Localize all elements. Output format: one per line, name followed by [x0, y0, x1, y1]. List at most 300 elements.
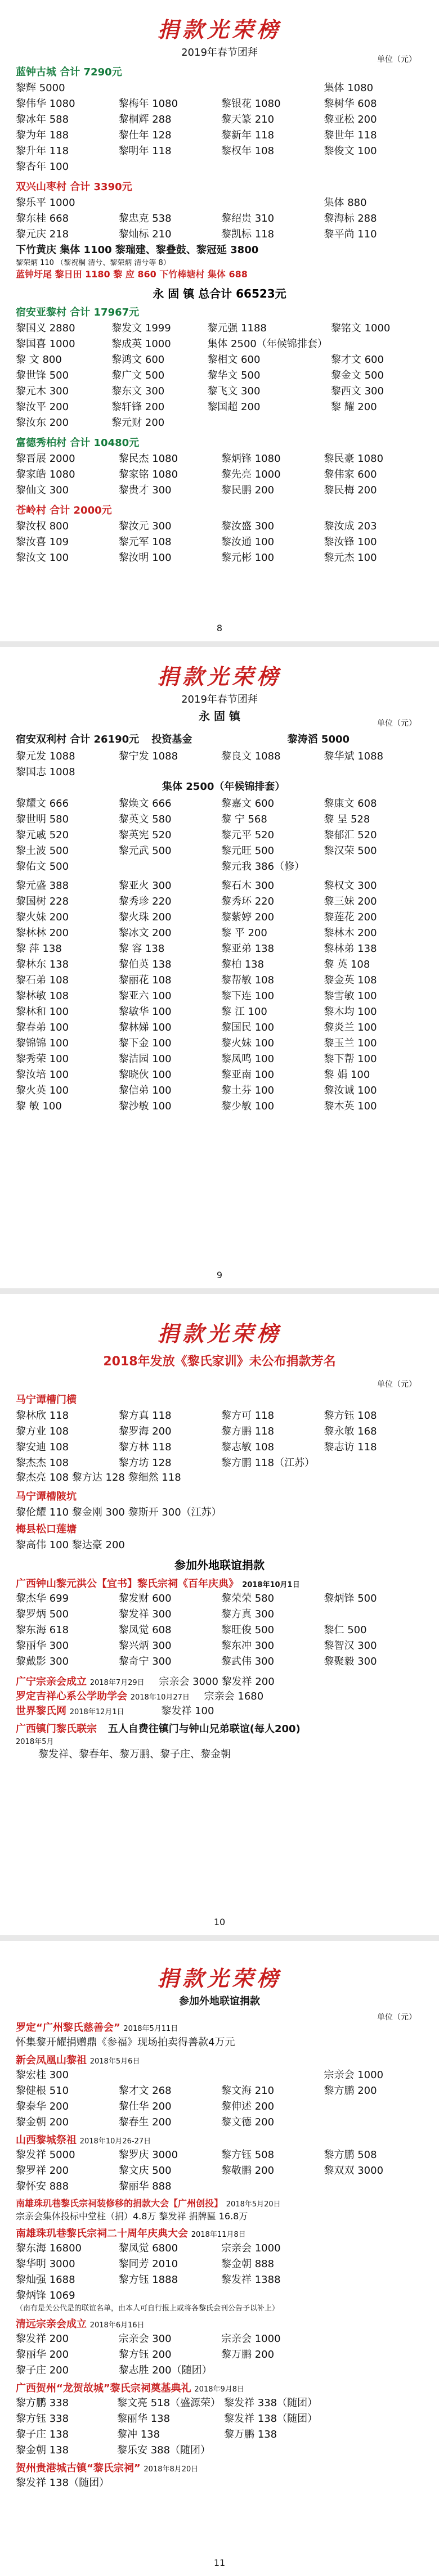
donor-entry: 黎家铭 1080 [118, 469, 178, 480]
donor-grid [16, 748, 423, 779]
donor-entry: 黎 英 108 [324, 959, 370, 970]
donor-entry [324, 159, 424, 173]
donor-entry: 黎元杰 100 [324, 552, 377, 564]
section-title: 罗定吉祥心系公学助学会 [16, 1691, 127, 1702]
head-row [16, 731, 423, 746]
donor-entry: 黎安迪 108 [16, 1441, 69, 1453]
donor-entry: 黎方钰 338 [16, 2413, 69, 2425]
row-text: 黎发祥、黎春年、黎万鹏、黎子庄、黎金朝 [38, 1748, 231, 1760]
donor-entry [324, 2272, 424, 2286]
donor-entry: 黎发文 1999 [111, 322, 171, 334]
donor-entry: 宗亲会 1000 [221, 2333, 281, 2345]
donor-entry: 黎亚火 300 [118, 880, 172, 892]
donor-entry: 黎 耀 200 [330, 401, 377, 413]
donor-entry: 黎国树 228 [16, 896, 69, 907]
donor-grid [16, 795, 423, 873]
donor-entry: 黎才文 268 [118, 2085, 172, 2097]
donor-entry: 黎林和 100 [16, 1006, 69, 1018]
donor-entry: 黎林欣 118 [16, 1410, 69, 1422]
donor-entry: 黎方钰 508 [221, 2149, 275, 2161]
section-date: 2018年8月20日 [144, 2465, 199, 2474]
donor-entry: 黎英宪 520 [118, 829, 172, 841]
row-text: 宗亲会 1680 [204, 1691, 264, 1702]
donor-entry: 黎志胜 200（随团） [118, 2364, 212, 2376]
donor-entry: 黎 娟 100 [324, 1069, 370, 1081]
donor-entry: 黎华斌 1088 [324, 750, 384, 762]
donor-entry: 黎紫婷 200 [221, 911, 275, 923]
donor-entry [324, 764, 424, 779]
section-date: 2018年10月26-27日 [79, 2137, 151, 2146]
donor-entry: 黎亚弟 138 [221, 943, 275, 955]
donor-entry: 黎为年 188 [16, 129, 69, 141]
donor-entry: 黎凯标 118 [221, 228, 275, 240]
donor-entry: 黎林敏 108 [16, 990, 69, 1002]
donor-entry: 黎国民 100 [221, 1022, 275, 1033]
donor-entry: 黎世锋 500 [16, 370, 69, 381]
extra-row: 黎伦耀 110 黎金刚 300 黎斯开 300（江苏） [16, 1507, 222, 1518]
donor-entry: 黎火英 100 [16, 1085, 69, 1096]
donor-entry: 黎汝文 100 [16, 552, 69, 564]
donor-entry: 黎健根 510 [16, 2085, 69, 2097]
donor-entry: 黎秀荣 100 [16, 1053, 69, 1065]
donor-entry: 黎文海 210 [221, 2085, 275, 2097]
donor-entry: 黎广文 500 [111, 370, 165, 381]
donor-entry: 黎汝元 300 [118, 520, 172, 532]
donor-entry: 黎元旺 500 [221, 845, 275, 857]
donor-entry: 黎东桂 668 [16, 213, 69, 224]
donor-entry: 黎东海 16800 [16, 2242, 82, 2254]
page-title: 捐款光荣榜 [157, 17, 281, 42]
donor-entry [324, 1606, 424, 1621]
donor-entry: 黎石弟 108 [16, 974, 69, 986]
donor-entry [324, 2256, 424, 2271]
donor-entry: 黎权文 300 [324, 880, 377, 892]
donor-entry: 黎汝权 800 [16, 520, 69, 532]
donor-entry [324, 2240, 424, 2255]
donor-entry: 黎银花 1080 [221, 98, 281, 110]
donor-entry: 黎发祥 5000 [16, 2149, 75, 2161]
section-title: 苍岭村 合计 2000元 [16, 505, 112, 516]
donor-entry: 黎元戚 520 [16, 829, 69, 841]
donor-entry: 黎 敏 100 [16, 1100, 62, 1112]
extra-row: 黎高伟 100 黎达豪 200 [16, 1539, 125, 1551]
page-number: 11 [213, 2557, 226, 2568]
donor-entry: 黎嘉文 600 [221, 798, 275, 810]
donor-entry: 黎丽华 300 [16, 1640, 69, 1652]
donor-entry: 黎凤鸣 100 [221, 1053, 275, 1065]
content [16, 62, 423, 564]
donor-entry: 黎敬鹏 200 [221, 2165, 275, 2177]
donor-entry: 黎康文 608 [324, 798, 377, 810]
page-heading: 2018年发放《黎氏家训》未公布捐款芳名 [103, 1355, 336, 1369]
section-title: 蓝钟古城 合计 7290元 [16, 66, 122, 78]
donor-entry [324, 1455, 424, 1469]
donor-entry: 宗亲会 1000 [221, 2242, 281, 2254]
donor-entry: 黎耀文 666 [16, 798, 69, 810]
donor-entry: 黎炳锋 1069 [16, 2290, 75, 2301]
donor-entry: 黎涛滔 5000 [287, 734, 350, 745]
donor-entry: 黎元发 1088 [16, 750, 75, 762]
donor-entry: 黎才文 600 [330, 354, 384, 366]
donor-entry: 黎先亮 1000 [221, 469, 281, 480]
donor-entry: 黎方林 118 [118, 1441, 172, 1453]
donor-entry: 黎发祥 1388 [221, 2274, 281, 2286]
donor-entry: 黎元庆 218 [16, 228, 69, 240]
donor-entry: 黎 萍 138 [16, 943, 62, 955]
donor-entry: 黎英文 580 [118, 813, 172, 825]
donor-grid [16, 2331, 423, 2377]
donor-entry [325, 2395, 423, 2409]
page-number: 10 [213, 1917, 226, 1927]
donor-entry: 黎永敏 168 [324, 1426, 377, 1437]
extra-row: 黎荣炳 110 （黎祝桐 清兮、黎荣炳 清兮等 8） [16, 259, 171, 267]
page-number: 8 [216, 623, 223, 633]
content [16, 731, 423, 1113]
donor-entry: 黎元强 1188 [207, 322, 267, 334]
donor-entry: 黎民杰 1080 [118, 453, 178, 465]
donor-entry [325, 2426, 423, 2441]
donor-entry: 黎旺俊 500 [221, 1624, 275, 1636]
donor-entry: 黎林林 200 [16, 927, 69, 939]
page-subtitle: 参加外地联谊捐款 [179, 1995, 260, 2007]
donor-entry: 黎方真 300 [221, 1608, 275, 1620]
section-date: 2018年10月27日 [130, 1693, 190, 1702]
donor-entry: 黎林木 200 [324, 927, 377, 939]
donor-entry: 黎西文 300 [330, 385, 384, 397]
donor-entry: 黎聚毅 300 [324, 1656, 377, 1667]
donor-entry: 黎双双 3000 [324, 2165, 384, 2177]
section-date: 2018年7月29日 [89, 1679, 145, 1687]
extra-row: 蓝钟圩尾 黎日田 1180 黎 应 860 下竹棒塘村 集体 688 [16, 269, 248, 280]
donor-entry: 黎家皓 1080 [16, 469, 75, 480]
donor-entry: 黎汝成 203 [324, 520, 377, 532]
donor-entry: 黎世明 580 [16, 813, 69, 825]
donor-entry [221, 2362, 321, 2377]
donor-entry: 黎仕年 128 [118, 129, 172, 141]
donor-entry: 黎方可 118 [221, 1410, 275, 1422]
page-10 [0, 1294, 439, 1935]
donor-entry [221, 764, 321, 779]
donor-entry: 黎万鹏 138 [224, 2429, 277, 2440]
row-text: 宗亲会集体投标中堂柱（捐）4.8万 黎发祥 捐牌匾 16.8万 [16, 2211, 248, 2222]
section-title: 罗定“广州黎氏慈善会” [16, 2022, 120, 2034]
donor-entry: 黎伟华 1080 [16, 98, 75, 110]
donor-entry: 黎方坊 128 [118, 1457, 172, 1469]
donor-entry: 黎升年 118 [16, 145, 69, 157]
row-text: 黎发祥 100 [161, 1705, 214, 1717]
donor-entry: 黎林东 138 [16, 959, 69, 970]
donor-entry: 黎志敏 108 [221, 1441, 275, 1453]
donor-entry: 黎绍贵 310 [221, 213, 275, 224]
donor-entry: 黎罗祥 200 [16, 2165, 69, 2177]
donor-entry: 黎国喜 1000 [16, 338, 75, 350]
donor-grid [16, 2240, 423, 2302]
donor-entry [324, 858, 424, 873]
page-number: 9 [216, 1270, 223, 1280]
section-date: 2018年12月1日 [69, 1708, 124, 1716]
donor-entry [221, 2287, 321, 2302]
donor-entry: 黎莲花 200 [324, 911, 377, 923]
donor-entry [119, 195, 218, 209]
donor-entry [324, 2114, 424, 2129]
content [16, 2020, 423, 2489]
page-subtitle: 2019年春节团拜 [181, 694, 258, 705]
donor-entry [324, 2346, 424, 2361]
donor-entry: 黎下帮 100 [324, 1053, 377, 1065]
place-name: 永 固 镇 [199, 709, 240, 723]
unit-label: 单位（元） [377, 55, 416, 64]
donor-entry [221, 2178, 321, 2193]
donor-entry: 黎汝锋 100 [324, 536, 377, 548]
section-date: 2018年5月 [16, 1738, 54, 1746]
donor-entry: 黎奇宁 300 [118, 1656, 172, 1667]
donor-entry: 黎金朝 138 [16, 2444, 69, 2456]
content [16, 1390, 423, 1761]
donor-entry: 黎少敏 100 [221, 1100, 275, 1112]
donor-entry: 黎桐辉 288 [118, 114, 172, 125]
donor-entry: 黎冲 138 [117, 2429, 160, 2440]
page-9 [0, 647, 439, 1288]
donor-entry [331, 336, 423, 350]
donor-entry: 黎晓伙 100 [118, 1069, 172, 1081]
donor-entry: 黎国志 1008 [16, 766, 75, 778]
donor-entry: 黎 呈 528 [324, 813, 370, 825]
donor-entry: 黎佑文 500 [16, 861, 69, 873]
donor-entry: 黎仁 500 [324, 1624, 367, 1636]
donor-entry: 黎元财 200 [111, 417, 165, 429]
donor-entry: 黎兴炳 300 [118, 1640, 172, 1652]
section-date: 2018年5月6日 [89, 2057, 140, 2066]
donor-entry: 黎方钰 200 [118, 2349, 172, 2361]
donor-entry: 黎元我 386（修） [221, 861, 305, 873]
donor-entry: 黎发祥 300 [118, 1608, 172, 1620]
donor-entry: 黎发祥 138（随团） [224, 2413, 318, 2425]
donor-entry: 黎杏年 100 [16, 161, 69, 173]
donor-entry [324, 2287, 424, 2302]
section-date: 2018年9月8日 [194, 2385, 245, 2394]
section-title: 富德秀柏村 合计 10480元 [16, 437, 140, 449]
donor-entry: 黎民鹏 200 [221, 484, 275, 496]
section-title: 广西镇门黎氏联宗 [16, 1723, 97, 1735]
donor-entry: 黎亚松 200 [324, 114, 377, 125]
donor-entry: 黎方鹏 200 [324, 2085, 377, 2097]
donor-entry: 黎轩锋 200 [111, 401, 165, 413]
donor-entry: 黎凤觉 6800 [118, 2242, 178, 2254]
donor-grid [16, 1590, 423, 1668]
donor-entry: 黎 容 138 [118, 943, 165, 955]
donor-entry: 黎国超 200 [207, 401, 261, 413]
donor-entry: 黎汝通 100 [221, 536, 275, 548]
donor-entry: 黎土波 500 [16, 845, 69, 857]
donor-entry: 黎汝盛 300 [221, 520, 275, 532]
donor-entry: 黎东冲 300 [221, 1640, 275, 1652]
donor-entry: 黎发祥 200 [16, 2333, 69, 2345]
donor-entry: 黎东海 618 [16, 1624, 69, 1636]
note: （南有是关公代是的联谊名单，由本人可自行报上或将各黎氏会刊公告予以补上） [16, 2304, 280, 2313]
donor-entry: 黎凤觉 608 [118, 1624, 172, 1636]
donor-entry: 黎伸述 200 [221, 2101, 275, 2112]
donor-entry: 黎雪敏 100 [324, 990, 377, 1002]
section-title: 南雄珠玑巷黎氏宗祠装修移的捐款大会【广州创投】 [16, 2198, 223, 2209]
donor-entry [221, 2067, 321, 2082]
donor-entry [119, 764, 218, 779]
donor-entry: 黎罗海 200 [118, 1426, 172, 1437]
section-date: 2018年10月1日 [242, 1581, 300, 1589]
donor-entry: 黎树华 608 [324, 98, 377, 110]
donor-entry: 黎海标 288 [324, 213, 377, 224]
donor-entry: 黎三妹 200 [324, 896, 377, 907]
donor-entry [207, 415, 328, 429]
section-title: 梅县松口莲塘 [16, 1523, 77, 1535]
note: 五人自费往镇门与钟山兄弟联谊(每人200) [107, 1723, 301, 1735]
donor-entry [331, 415, 423, 429]
donor-grid [16, 195, 423, 241]
donor-entry: 黎东文 300 [111, 385, 165, 397]
donor-entry: 黎火珠 200 [118, 911, 172, 923]
page-11 [0, 1941, 439, 2576]
donor-entry: 黎 文 800 [16, 354, 62, 366]
donor-entry: 黎杰杰 108 [16, 1457, 69, 1469]
donor-entry: 黎金文 500 [330, 370, 384, 381]
donor-entry: 黎方鹏 118（江苏） [221, 1457, 315, 1469]
section-title: 清远宗亲会成立 [16, 2318, 87, 2330]
collect-row: 集体 2500（年候锦排套） [162, 781, 285, 793]
donor-entry: 投资基金 [151, 734, 192, 745]
donor-entry: 黎宁发 1088 [118, 750, 178, 762]
donor-entry: 集体 2500（年候锦排套） [207, 338, 328, 350]
page-title: 捐款光荣榜 [157, 1966, 281, 1991]
page-8 [0, 0, 439, 641]
donor-entry: 黎贵才 300 [118, 484, 172, 496]
donor-entry: 黎同芳 2010 [118, 2258, 178, 2270]
donor-entry: 黎元平 520 [221, 829, 275, 841]
donor-grid [16, 2395, 423, 2457]
donor-entry: 黎炎兰 100 [324, 1022, 377, 1033]
donor-entry: 黎发祥 338（随团） [224, 2397, 318, 2409]
section-title: 宿安亚黎村 合计 17967元 [16, 307, 140, 318]
extra-row: 下竹黄庆 集体 1100 黎瑞建、黎叠鼓、黎冠延 3800 [16, 244, 259, 256]
donor-entry: 集体 880 [324, 197, 367, 209]
page-title: 捐款光荣榜 [157, 664, 281, 689]
section-title: 双兴山枣村 合计 3390元 [16, 181, 132, 193]
donor-entry: 黎冰年 588 [16, 114, 69, 125]
donor-entry: 黎铭文 1000 [330, 322, 391, 334]
row-text: 宗亲会 3000 黎发祥 200 [159, 1676, 275, 1688]
donor-entry: 黎元盛 388 [16, 880, 69, 892]
extra-row: 黎杰亮 108 黎方达 128 黎细然 118 [16, 1472, 181, 1483]
section-title: 广西贺州“龙贺故城”黎氏宗祠奠基典礼 [16, 2382, 191, 2394]
section-title: 广宁宗亲会成立 [16, 1676, 87, 1688]
donor-entry: 黎乐平 1000 [16, 197, 75, 209]
donor-entry [324, 2331, 424, 2345]
donor-entry: 黎民豪 1080 [324, 453, 384, 465]
donor-entry: 黎敏华 100 [118, 1006, 172, 1018]
donor-entry: 黎柏 138 [221, 959, 265, 970]
donor-entry [325, 2442, 423, 2457]
donor-entry: 宿安双利村 合计 26190元 [16, 734, 140, 745]
donor-entry [221, 159, 321, 173]
donor-entry: 黎方鹏 118 [221, 1426, 275, 1437]
donor-entry: 黎方鹏 338 [16, 2397, 69, 2409]
donor-entry [119, 2287, 218, 2302]
donor-grid [16, 2147, 423, 2193]
donor-entry: 黎伟家 600 [324, 469, 377, 480]
donor-entry [119, 159, 218, 173]
donor-entry: 黎秀环 220 [221, 896, 275, 907]
donor-entry: 黎仙文 300 [16, 484, 69, 496]
donor-entry: 黎 江 100 [221, 1006, 267, 1018]
donor-entry [324, 2098, 424, 2113]
donor-entry: 黎土芬 100 [221, 1085, 275, 1096]
donor-entry: 黎国义 2880 [16, 322, 75, 334]
donor-entry: 黎文庆 500 [118, 2165, 172, 2177]
section-title: 马宁谭槽门横 [16, 1394, 77, 1406]
donor-grid [16, 451, 423, 497]
donor-entry: 黎丽华 200 [16, 2349, 69, 2361]
donor-entry: 黎怀安 888 [16, 2181, 69, 2192]
donor-entry: 黎炳锋 500 [324, 1593, 377, 1604]
donor-entry: 黎辉 5000 [16, 82, 65, 94]
donor-entry: 黎亚六 100 [118, 990, 172, 1002]
donor-entry: 黎民梅 200 [324, 484, 377, 496]
donor-entry: 宗亲会 300 [118, 2333, 172, 2345]
donor-entry: 黎丽华 888 [118, 2181, 172, 2192]
donor-entry: 黎火妹 200 [16, 911, 69, 923]
donor-entry: 黎焕文 666 [118, 798, 172, 810]
donor-entry: 黎方业 108 [16, 1426, 69, 1437]
section-title: 贺州贵港城古镇“黎氏宗祠” [16, 2462, 141, 2474]
donor-entry: 黎方钰 108 [324, 1410, 377, 1422]
section-date: 2018年6月16日 [89, 2321, 145, 2330]
donor-entry: 黎春弟 100 [16, 1022, 69, 1033]
unit-label: 单位（元） [377, 2013, 416, 2022]
section-date: 2018年5月11日 [123, 2025, 178, 2033]
donor-entry: 黎汉荣 500 [324, 845, 377, 857]
donor-entry: 黎平尚 110 [324, 228, 377, 240]
donor-entry: 黎泰华 200 [16, 2101, 69, 2112]
donor-entry: 黎下连 100 [221, 990, 275, 1002]
donor-entry: 黎 宁 568 [221, 813, 267, 825]
donor-entry: 黎发财 600 [118, 1593, 172, 1604]
donor-entry: 黎玉兰 100 [324, 1037, 377, 1049]
donor-entry: 黎灿强 1688 [16, 2274, 75, 2286]
donor-entry: 黎乐安 388（随团） [117, 2444, 211, 2456]
donor-entry: 黎沙敏 100 [118, 1100, 172, 1112]
donor-entry: 黎良文 1088 [221, 750, 281, 762]
donor-entry [325, 2411, 423, 2425]
donor-entry: 黎鸿文 600 [111, 354, 165, 366]
donor-entry: 黎郁汇 520 [324, 829, 377, 841]
donor-entry: 黎宏桂 300 [16, 2069, 69, 2081]
donor-entry: 黎火妹 100 [221, 1037, 275, 1049]
donor-entry: 黎罗炳 500 [16, 1608, 69, 1620]
donor-entry [221, 80, 321, 95]
donor-entry: 黎伯英 138 [118, 959, 172, 970]
donor-entry [119, 858, 218, 873]
section-date: 2018年5月20日 [226, 2200, 281, 2209]
donor-entry: 黎方钰 1888 [118, 2274, 178, 2286]
donor-entry: 黎丽华 138 [117, 2413, 171, 2425]
center-title: 永 固 镇 总合计 66523元 [153, 287, 286, 300]
donor-grid [16, 2067, 423, 2129]
donor-entry: 黎下金 100 [118, 1037, 172, 1049]
donor-entry: 黎方真 118 [118, 1410, 172, 1422]
unit-label: 单位（元） [377, 719, 416, 728]
donor-grid [16, 1408, 423, 1469]
donor-entry: 黎权年 108 [221, 145, 275, 157]
donor-grid [16, 878, 423, 1113]
donor-entry: 宗亲会 1000 [324, 2069, 384, 2081]
